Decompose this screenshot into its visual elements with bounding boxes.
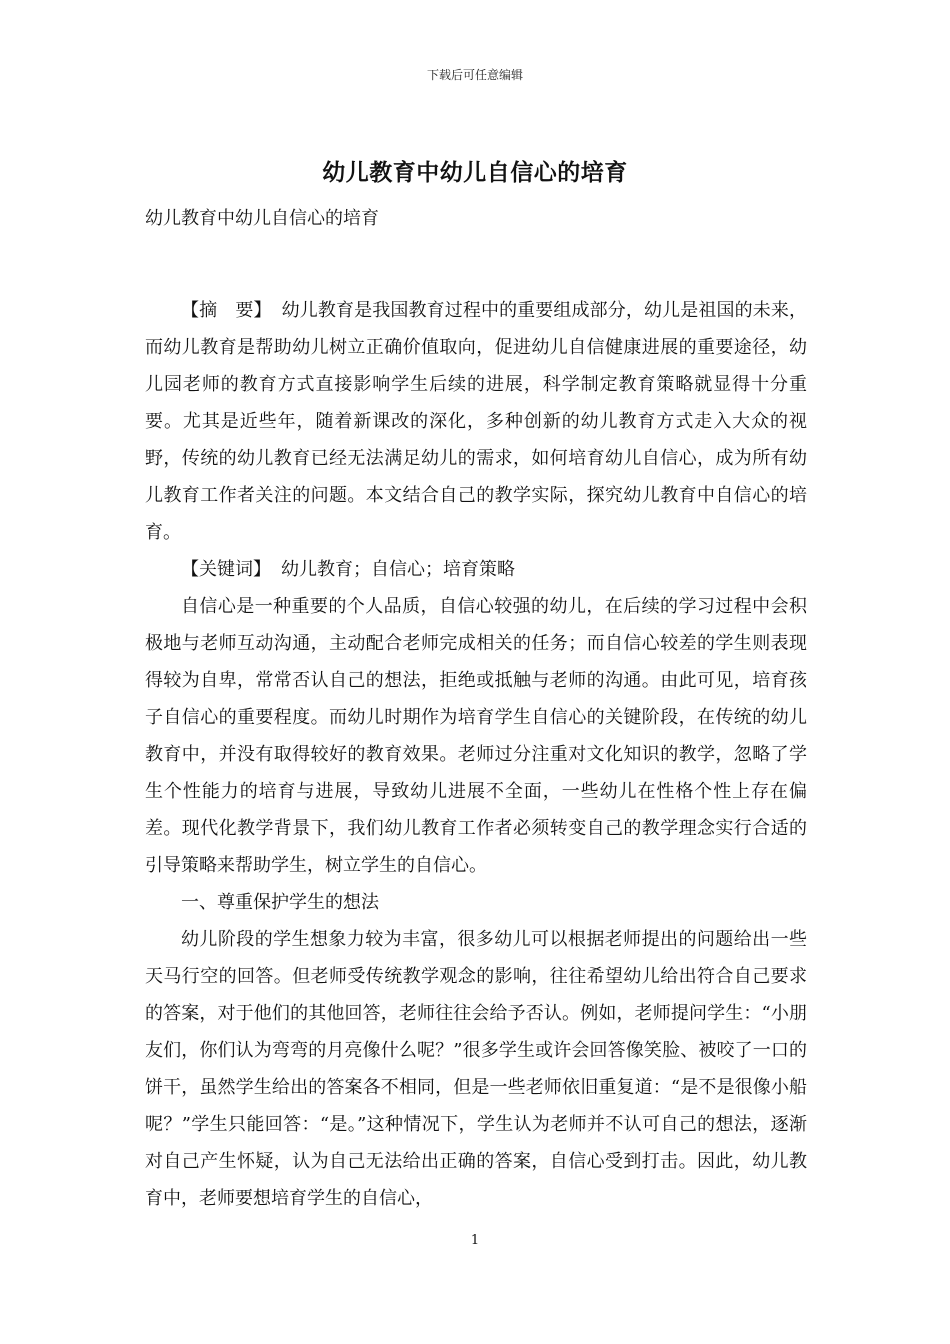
keywords-text: 幼儿教育；自信心；培育策略 bbox=[281, 559, 515, 580]
section-paragraph: 幼儿阶段的学生想象力较为丰富，很多幼儿可以根据老师提出的问题给出一些天马行空的回答。但老师受传统教学观念的影响，往往希望幼儿给出符合自己要求的答案，对于他们的其他回答，老师往往会给予否认。例如，老师提问学生：“小朋友们，你们认为弯弯的月亮像什么呢？”很多学生或许会回答像笑脸、被咬了一口的饼干，虽然学生给出的答案各不相同，但是一些老师依旧重复道：“是不是很像小船呢？”学生只能回答：“是。”这种情况下，学生认为老师并不认可自己的想法，逐渐对自己产生怀疑，认为自己无法给出正确的答案，自信心受到打击。因此，幼儿教育中，老师要想培育学生的自信心， bbox=[145, 929, 807, 1209]
abstract-paragraph bbox=[145, 292, 807, 551]
keywords-paragraph bbox=[145, 551, 807, 588]
abstract-label: 【摘 要】 bbox=[181, 300, 272, 321]
header-note: 下载后可任意编辑 bbox=[426, 68, 523, 82]
section-heading: 一、尊重保护学生的想法 bbox=[181, 892, 379, 913]
document-subtitle: 幼儿教育中幼儿自信心的培育 bbox=[145, 208, 379, 229]
intro-paragraph: 自信心是一种重要的个人品质，自信心较强的幼儿，在后续的学习过程中会积极地与老师互动沟通，主动配合老师完成相关的任务；而自信心较差的学生则表现得较为自卑，常常否认自己的想法，拒绝或抵触与老师的沟通。由此可见，培育孩子自信心的重要程度。而幼儿时期作为培育学生自信心的关键阶段，在传统的幼儿教育中，并没有取得较好的教育效果。老师过分注重对文化知识的教学，忽略了学生个性能力的培育与进展，导致幼儿进展不全面，一些幼儿在性格个性上存在偏差。现代化教学背景下，我们幼儿教育工作者必须转变自己的教学理念实行合适的引导策略来帮助学生，树立学生的自信心。 bbox=[145, 596, 807, 876]
abstract-text: 幼儿教育是我国教育过程中的重要组成部分，幼儿是祖国的未来，而幼儿教育是帮助幼儿树立正确价值取向，促进幼儿自信健康进展的重要途径，幼儿园老师的教育方式直接影响学生后续的进展，科学制定教育策略就显得十分重要。尤其是近些年，随着新课改的深化，多种创新的幼儿教育方式走入大众的视野，传统的幼儿教育已经无法满足幼儿的需求，如何培育幼儿自信心，成为所有幼儿教育工作者关注的问题。本文结合自己的教学实际，探究幼儿教育中自信心的培育。 bbox=[145, 300, 808, 543]
page-number: 1 bbox=[470, 1233, 480, 1248]
document-title: 幼儿教育中幼儿自信心的培育 bbox=[322, 160, 628, 186]
keywords-label: 【关键词】 bbox=[181, 559, 271, 580]
document-body bbox=[145, 200, 807, 1217]
